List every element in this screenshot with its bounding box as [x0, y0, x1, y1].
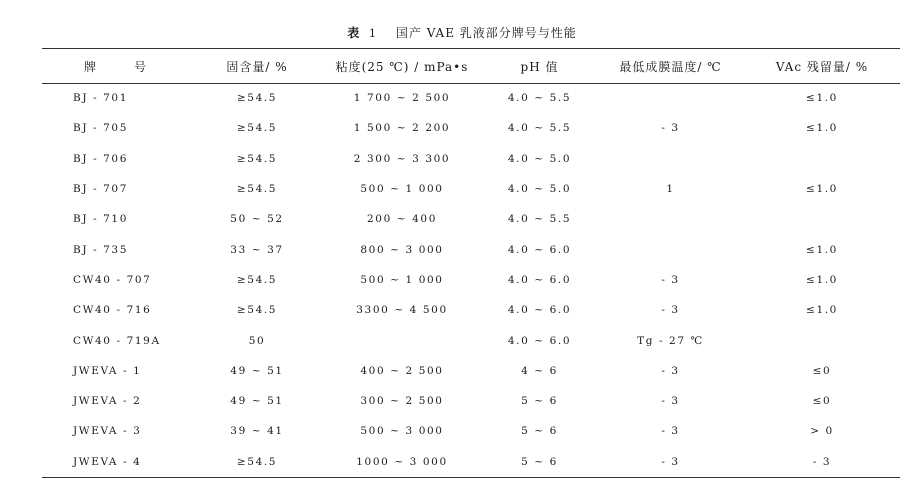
cell-ph: 4.0 ~ 5.5 — [507, 92, 572, 105]
cell-ph: 4.0 ~ 5.5 — [507, 122, 572, 135]
cell-ph: 4.0 ~ 6.0 — [507, 334, 572, 347]
cell-mfft: - 3 — [661, 122, 680, 135]
cell-solids: 33 ~ 37 — [230, 243, 284, 256]
cell-mfft: - 3 — [661, 425, 680, 438]
table-row — [42, 325, 900, 355]
cell-vac-residual: ≤1.0 — [806, 183, 838, 196]
table-row — [42, 295, 900, 325]
table-row — [42, 386, 900, 416]
cell-viscosity: 2 300 ~ 3 300 — [353, 152, 451, 165]
cell-solids: 49 ~ 51 — [230, 364, 284, 377]
cell-grade: JWEVA - 3 — [73, 425, 142, 438]
table-row — [42, 234, 900, 264]
top-rule — [42, 48, 900, 49]
cell-ph: 5 ~ 6 — [521, 455, 558, 468]
cell-solids: ≥54.5 — [236, 273, 278, 286]
cell-vac-residual: - 3 — [812, 455, 832, 468]
cell-vac-residual — [744, 144, 900, 174]
cell-grade: BJ - 706 — [73, 152, 128, 165]
caption-title: 国产 VAE 乳液部分牌号与性能 — [395, 26, 577, 40]
table-row — [42, 174, 900, 204]
cell-viscosity: 1 700 ~ 2 500 — [353, 92, 451, 105]
cell-solids: ≥54.5 — [236, 304, 278, 317]
cell-ph: 5 ~ 6 — [521, 425, 558, 438]
cell-solids: ≥54.5 — [236, 152, 278, 165]
cell-mfft: - 3 — [661, 273, 680, 286]
cell-solids: ≥54.5 — [236, 92, 278, 105]
cell-mfft: - 3 — [661, 395, 680, 408]
cell-viscosity: 400 ~ 2 500 — [360, 364, 444, 377]
cell-ph: 4.0 ~ 5.5 — [507, 213, 572, 226]
cell-mfft: - 3 — [661, 455, 680, 468]
cell-vac-residual — [744, 204, 900, 234]
header-mfft: 最低成膜温度/ ℃ — [619, 60, 722, 74]
cell-vac-residual: ≤0 — [812, 395, 832, 408]
cell-vac-residual: ≤1.0 — [806, 92, 838, 105]
cell-solids: ≥54.5 — [236, 183, 278, 196]
table-row — [42, 113, 900, 143]
header-vac-residual: VAc 残留量/ % — [775, 60, 869, 74]
bottom-rule — [42, 477, 900, 478]
cell-solids: ≥54.5 — [236, 122, 278, 135]
cell-vac-residual: ≤1.0 — [806, 273, 838, 286]
cell-solids: 50 ~ 52 — [230, 213, 284, 226]
table-caption — [0, 24, 924, 41]
cell-solids: 39 ~ 41 — [230, 425, 284, 438]
product-table — [42, 50, 900, 477]
table-row — [42, 416, 900, 446]
cell-vac-residual: > 0 — [810, 425, 834, 438]
cell-vac-residual: ≤1.0 — [806, 304, 838, 317]
cell-mfft: 1 — [666, 183, 675, 196]
header-row — [42, 50, 900, 83]
cell-viscosity — [322, 325, 482, 355]
cell-vac-residual: ≤0 — [812, 364, 832, 377]
cell-viscosity: 500 ~ 1 000 — [360, 183, 444, 196]
cell-mfft — [597, 204, 744, 234]
cell-ph: 4.0 ~ 5.0 — [507, 152, 572, 165]
cell-viscosity: 3300 ~ 4 500 — [356, 304, 448, 317]
table-row — [42, 447, 900, 477]
cell-viscosity: 500 ~ 1 000 — [360, 273, 444, 286]
cell-grade: JWEVA - 1 — [73, 364, 142, 377]
table-row — [42, 356, 900, 386]
cell-mfft — [597, 144, 744, 174]
cell-grade: CW40 - 707 — [73, 273, 152, 286]
table-row — [42, 204, 900, 234]
caption-label: 表 — [347, 26, 361, 40]
cell-ph: 4.0 ~ 6.0 — [507, 273, 572, 286]
cell-viscosity: 800 ~ 3 000 — [360, 243, 444, 256]
header-viscosity: 粘度(25 ℃) / mPa•s — [335, 60, 469, 74]
cell-solids: 49 ~ 51 — [230, 395, 284, 408]
cell-viscosity: 500 ~ 3 000 — [360, 425, 444, 438]
cell-ph: 4.0 ~ 6.0 — [507, 304, 572, 317]
cell-mfft — [597, 234, 744, 264]
cell-mfft — [597, 83, 744, 113]
cell-mfft: - 3 — [661, 364, 680, 377]
cell-grade: BJ - 707 — [73, 183, 128, 196]
cell-grade: CW40 - 716 — [73, 304, 152, 317]
cell-ph: 5 ~ 6 — [521, 395, 558, 408]
cell-vac-residual: ≤1.0 — [806, 243, 838, 256]
cell-solids: ≥54.5 — [236, 455, 278, 468]
cell-ph: 4.0 ~ 6.0 — [507, 243, 572, 256]
caption-number: 1 — [369, 27, 378, 40]
cell-grade: BJ - 705 — [73, 122, 128, 135]
cell-ph: 4.0 ~ 5.0 — [507, 183, 572, 196]
header-ph: pH 值 — [520, 60, 559, 74]
cell-grade: JWEVA - 4 — [73, 455, 142, 468]
cell-mfft: - 3 — [661, 304, 680, 317]
header-grade: 牌号 — [83, 60, 184, 74]
cell-viscosity: 200 ~ 400 — [367, 213, 437, 226]
cell-grade: CW40 - 719A — [73, 334, 161, 347]
table-row — [42, 144, 900, 174]
cell-viscosity: 300 ~ 2 500 — [360, 395, 444, 408]
cell-grade: JWEVA - 2 — [73, 395, 142, 408]
cell-grade: BJ - 701 — [73, 92, 128, 105]
cell-grade: BJ - 735 — [73, 243, 128, 256]
cell-viscosity: 1000 ~ 3 000 — [356, 455, 448, 468]
cell-viscosity: 1 500 ~ 2 200 — [353, 122, 451, 135]
cell-solids: 50 — [248, 334, 266, 347]
header-solids: 固含量/ % — [226, 60, 288, 74]
cell-vac-residual: ≤1.0 — [806, 122, 838, 135]
cell-grade: BJ - 710 — [73, 213, 128, 226]
table-row — [42, 83, 900, 113]
cell-vac-residual — [744, 325, 900, 355]
cell-ph: 4 ~ 6 — [521, 364, 558, 377]
table-row — [42, 265, 900, 295]
cell-mfft: Tg - 27 ℃ — [637, 334, 704, 347]
